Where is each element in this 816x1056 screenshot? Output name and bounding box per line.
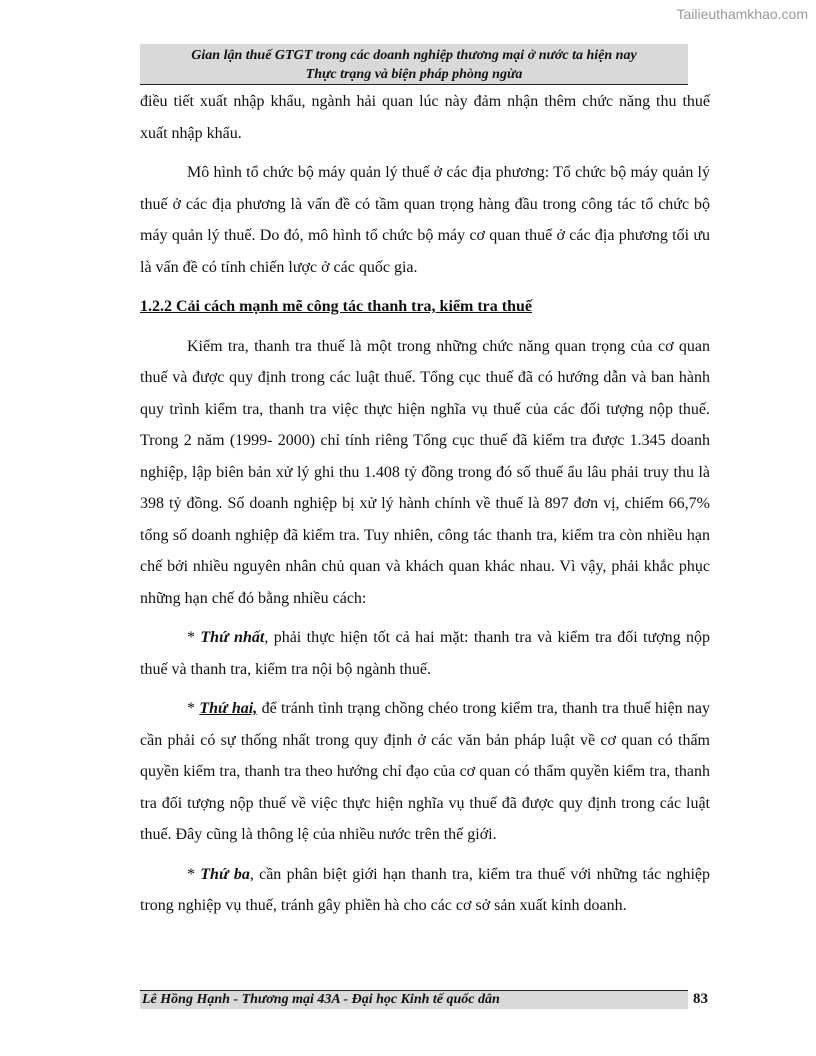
document-body [140,86,710,930]
paragraph-local-tax-model: Mô hình tổ chức bộ máy quản lý thuế ở các địa phương: Tổ chức bộ máy quản lý thuế ở các địa phương là vấn đề có tầm quan trọng hàng đầu trong công tác tổ chức bộ máy quản lý thuế. Do đó, mô hình tổ chức bộ máy cơ quan thuế ở các địa phương tối ưu là vấn đề có tính chiến lược ở các quốc gia. [140,164,710,276]
third-point-label: Thứ ba [200,865,250,883]
page-header [140,44,688,85]
second-point-text: để tránh tình trạng chồng chéo trong kiểm tra, thanh tra thuế hiện nay cần phải có sự thống nhất trong quy định ở các văn bản pháp luật về cơ quan có thẩm quyền kiểm tra, thanh tra theo hướng chỉ đạo của cơ quan có thẩm quyền kiểm tra, thanh tra đối tượng nộp thuế về việc thực hiện nghĩa vụ thuế đã được quy định trong các luật thuế. Đây cũng là thông lệ của nhiều nước trên thế giới. [140,700,710,843]
first-point-text: , phải thực hiện tốt cả hai mặt: thanh tra và kiểm tra đối tượng nộp thuế và thanh tra, kiểm tra nội bộ ngành thuế. [140,629,711,678]
footer-author: Lê Hồng Hạnh - Thương mại 43A - Đại học Kinh tế quốc dân [142,992,500,1007]
first-point-label: Thứ nhất [200,629,265,646]
paragraph-continuation: điều tiết xuất nhập khẩu, ngành hải quan lúc này đảm nhận thêm chức năng thu thuế xuất nhập khẩu. [140,93,710,142]
bullet-marker: * [187,865,201,883]
paragraph-second-point [140,693,710,851]
page-footer [140,990,688,1009]
bullet-marker: * [187,629,201,646]
second-point-label: Thứ hai, [199,700,258,717]
paragraph-first-point [140,622,710,685]
third-point-text: , cần phân biệt giới hạn thanh tra, kiểm tra thuế với những tác nghiệp trong nghiệp vụ thuế, tránh gây phiền hà cho các cơ sở sản xuất kinh doanh. [140,865,710,914]
page-number: 83 [693,991,708,1007]
bullet-marker: * [187,700,200,717]
paragraph-third-point [140,859,710,922]
header-title-line-2: Thực trạng và biện pháp phòng ngừa [305,67,523,82]
header-title-line-1: Gian lận thuế GTGT trong các doanh nghiệp thương mại ở nước ta hiện nay [191,48,637,63]
paragraph-inspection-overview: Kiểm tra, thanh tra thuế là một trong những chức năng quan trọng của cơ quan thuế và được quy định trong các luật thuế. Tổng cục thuế đã có hướng dẫn và ban hành quy trình kiểm tra, thanh tra việc thực hiện nghĩa vụ thuế của các đối tượng nộp thuế. Trong 2 năm (1999- 2000) chỉ tính riêng Tổng cục thuế đã kiểm tra được 1.345 doanh nghiệp, lập biên bản xử lý ghi thu 1.408 tỷ đồng trong đó số thuế ẩu lâu phải truy thu là 398 tỷ đồng. Số doanh nghiệp bị xử lý hành chính về thuế là 897 đơn vị, chiếm 66,7% tổng số doanh nghiệp đã kiểm tra. Tuy nhiên, công tác thanh tra, kiểm tra còn nhiều hạn chế bởi nhiều nguyên nhân chủ quan và khách quan khác nhau. Vì vậy, phải khắc phục những hạn chế đó bằng nhiều cách: [140,337,710,607]
section-heading-1-2-2: 1.2.2 Cải cách mạnh mẽ công tác thanh tra, kiểm tra thuế [140,298,532,315]
watermark: Tailieuthamkhao.com [676,6,808,22]
